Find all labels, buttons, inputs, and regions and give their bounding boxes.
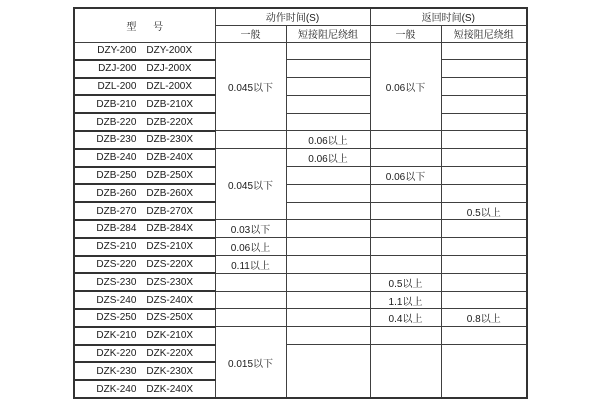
model-name-primary: DZB-210	[96, 98, 137, 110]
table-row	[74, 291, 527, 309]
action-general-value: 0.045以下	[215, 42, 286, 131]
model-cell	[74, 256, 215, 274]
empty-cell	[286, 42, 370, 60]
model-name-primary: DZK-230	[96, 365, 137, 377]
model-name-primary: DZS-210	[96, 241, 137, 253]
empty-cell	[441, 60, 527, 78]
header-model: 型 号	[74, 8, 215, 42]
empty-cell	[441, 42, 527, 60]
empty-cell	[286, 60, 370, 78]
table-row	[74, 309, 527, 327]
model-name-variant: DZS-230X	[146, 276, 194, 288]
empty-cell	[370, 238, 441, 256]
table-row	[74, 167, 527, 185]
model-name-variant: DZY-200X	[146, 45, 193, 57]
empty-cell	[441, 78, 527, 96]
model-cell	[74, 345, 215, 363]
model-cell	[74, 309, 215, 327]
empty-cell	[370, 202, 441, 220]
model-name-variant: DZB-284X	[146, 223, 194, 235]
model-cell	[74, 220, 215, 238]
model-cell	[74, 149, 215, 167]
model-cell	[74, 238, 215, 256]
table-row	[74, 113, 527, 131]
table-row	[74, 42, 527, 60]
empty-cell	[441, 149, 527, 167]
model-name-primary: DZB-240	[96, 152, 137, 164]
empty-cell	[441, 131, 527, 149]
empty-cell	[441, 291, 527, 309]
action-general-value: 0.03以下	[215, 220, 286, 238]
return-general-value: 0.06以下	[370, 42, 441, 131]
model-name-primary: DZS-250	[96, 312, 137, 324]
table-row	[74, 95, 527, 113]
model-name-variant: DZL-200X	[146, 80, 192, 92]
model-name-variant: DZS-240X	[146, 294, 194, 306]
model-cell	[74, 362, 215, 380]
model-name-primary: DZJ-200	[98, 63, 137, 75]
empty-cell	[441, 220, 527, 238]
empty-cell	[441, 167, 527, 185]
empty-cell	[370, 149, 441, 167]
model-name-primary: DZB-270	[96, 205, 137, 217]
model-name-variant: DZK-240X	[146, 383, 194, 395]
header-action-time: 动作时间(S)	[215, 8, 370, 25]
empty-cell	[441, 345, 527, 398]
model-cell	[74, 380, 215, 398]
empty-cell	[286, 167, 370, 185]
action-general-value: 0.015以下	[215, 327, 286, 398]
model-name-primary: DZL-200	[97, 80, 137, 92]
empty-cell	[215, 131, 286, 149]
model-name-variant: DZB-260X	[146, 187, 194, 199]
model-name-variant: DZB-220X	[146, 116, 194, 128]
header-action-damping: 短接阻尼绕组	[286, 25, 370, 42]
model-name-primary: DZB-230	[96, 134, 137, 146]
model-name-variant: DZK-220X	[146, 347, 194, 359]
return-general-value: 0.4以上	[370, 309, 441, 327]
empty-cell	[286, 345, 370, 398]
model-name-variant: DZB-210X	[146, 98, 194, 110]
empty-cell	[286, 95, 370, 113]
empty-cell	[370, 327, 441, 345]
table-row	[74, 327, 527, 345]
model-name-variant: DZK-210X	[146, 330, 194, 342]
header-return-general: 一般	[370, 25, 441, 42]
relay-timing-spec-table	[73, 7, 528, 399]
table-row	[74, 256, 527, 274]
empty-cell	[370, 220, 441, 238]
table-row	[74, 273, 527, 291]
model-name-primary: DZK-240	[96, 383, 137, 395]
table-row	[74, 131, 527, 149]
table-row	[74, 60, 527, 78]
empty-cell	[441, 113, 527, 131]
empty-cell	[286, 291, 370, 309]
empty-cell	[215, 309, 286, 327]
model-name-variant: DZB-270X	[146, 205, 194, 217]
table-row	[74, 202, 527, 220]
action-general-value: 0.045以下	[215, 149, 286, 220]
model-name-primary: DZB-220	[96, 116, 137, 128]
model-cell	[74, 184, 215, 202]
model-name-variant: DZS-210X	[146, 241, 194, 253]
empty-cell	[441, 327, 527, 345]
empty-cell	[441, 256, 527, 274]
model-name-variant: DZB-240X	[146, 152, 194, 164]
model-name-variant: DZK-230X	[146, 365, 194, 377]
header-return-damping: 短接阻尼绕组	[441, 25, 527, 42]
model-name-primary: DZK-220	[96, 347, 137, 359]
model-cell	[74, 273, 215, 291]
model-name-primary: DZS-240	[96, 294, 137, 306]
model-name-primary: DZK-210	[96, 330, 137, 342]
empty-cell	[286, 256, 370, 274]
model-cell	[74, 167, 215, 185]
model-name-primary: DZS-230	[96, 276, 137, 288]
empty-cell	[286, 113, 370, 131]
empty-cell	[286, 238, 370, 256]
table-row	[74, 184, 527, 202]
empty-cell	[441, 95, 527, 113]
empty-cell	[370, 256, 441, 274]
model-cell	[74, 60, 215, 78]
model-name-variant: DZS-220X	[146, 258, 194, 270]
header-row-groups	[74, 8, 527, 25]
empty-cell	[441, 273, 527, 291]
model-cell	[74, 113, 215, 131]
model-name-primary: DZB-250	[96, 169, 137, 181]
empty-cell	[286, 184, 370, 202]
model-cell	[74, 131, 215, 149]
table-row	[74, 345, 527, 363]
model-name-primary: DZS-220	[96, 258, 137, 270]
model-name-primary: DZB-284	[96, 223, 137, 235]
empty-cell	[286, 273, 370, 291]
model-name-variant: DZS-250X	[146, 312, 194, 324]
header-action-general: 一般	[215, 25, 286, 42]
model-name-variant: DZB-230X	[146, 134, 194, 146]
model-name-primary: DZY-200	[97, 45, 137, 57]
empty-cell	[286, 78, 370, 96]
return-general-value: 0.06以下	[370, 167, 441, 185]
action-damping-value: 0.06以上	[286, 149, 370, 167]
table-row	[74, 149, 527, 167]
header-return-time: 返回时间(S)	[370, 8, 527, 25]
empty-cell	[286, 327, 370, 345]
empty-cell	[370, 345, 441, 398]
return-damping-value: 0.5以上	[441, 202, 527, 220]
model-name-variant: DZJ-200X	[146, 63, 192, 75]
empty-cell	[215, 273, 286, 291]
empty-cell	[286, 202, 370, 220]
return-damping-value: 0.8以上	[441, 309, 527, 327]
table-row	[74, 220, 527, 238]
model-name-primary: DZB-260	[96, 187, 137, 199]
empty-cell	[370, 184, 441, 202]
model-cell	[74, 95, 215, 113]
empty-cell	[441, 238, 527, 256]
action-general-value: 0.06以上	[215, 238, 286, 256]
table-row	[74, 78, 527, 96]
empty-cell	[441, 184, 527, 202]
return-general-value: 1.1以上	[370, 291, 441, 309]
action-general-value: 0.11以上	[215, 256, 286, 274]
model-cell	[74, 42, 215, 60]
empty-cell	[286, 220, 370, 238]
model-cell	[74, 202, 215, 220]
empty-cell	[286, 309, 370, 327]
empty-cell	[370, 131, 441, 149]
empty-cell	[215, 291, 286, 309]
return-general-value: 0.5以上	[370, 273, 441, 291]
table-row	[74, 238, 527, 256]
model-cell	[74, 327, 215, 345]
action-damping-value: 0.06以上	[286, 131, 370, 149]
model-cell	[74, 291, 215, 309]
model-name-variant: DZB-250X	[146, 169, 194, 181]
model-cell	[74, 78, 215, 96]
